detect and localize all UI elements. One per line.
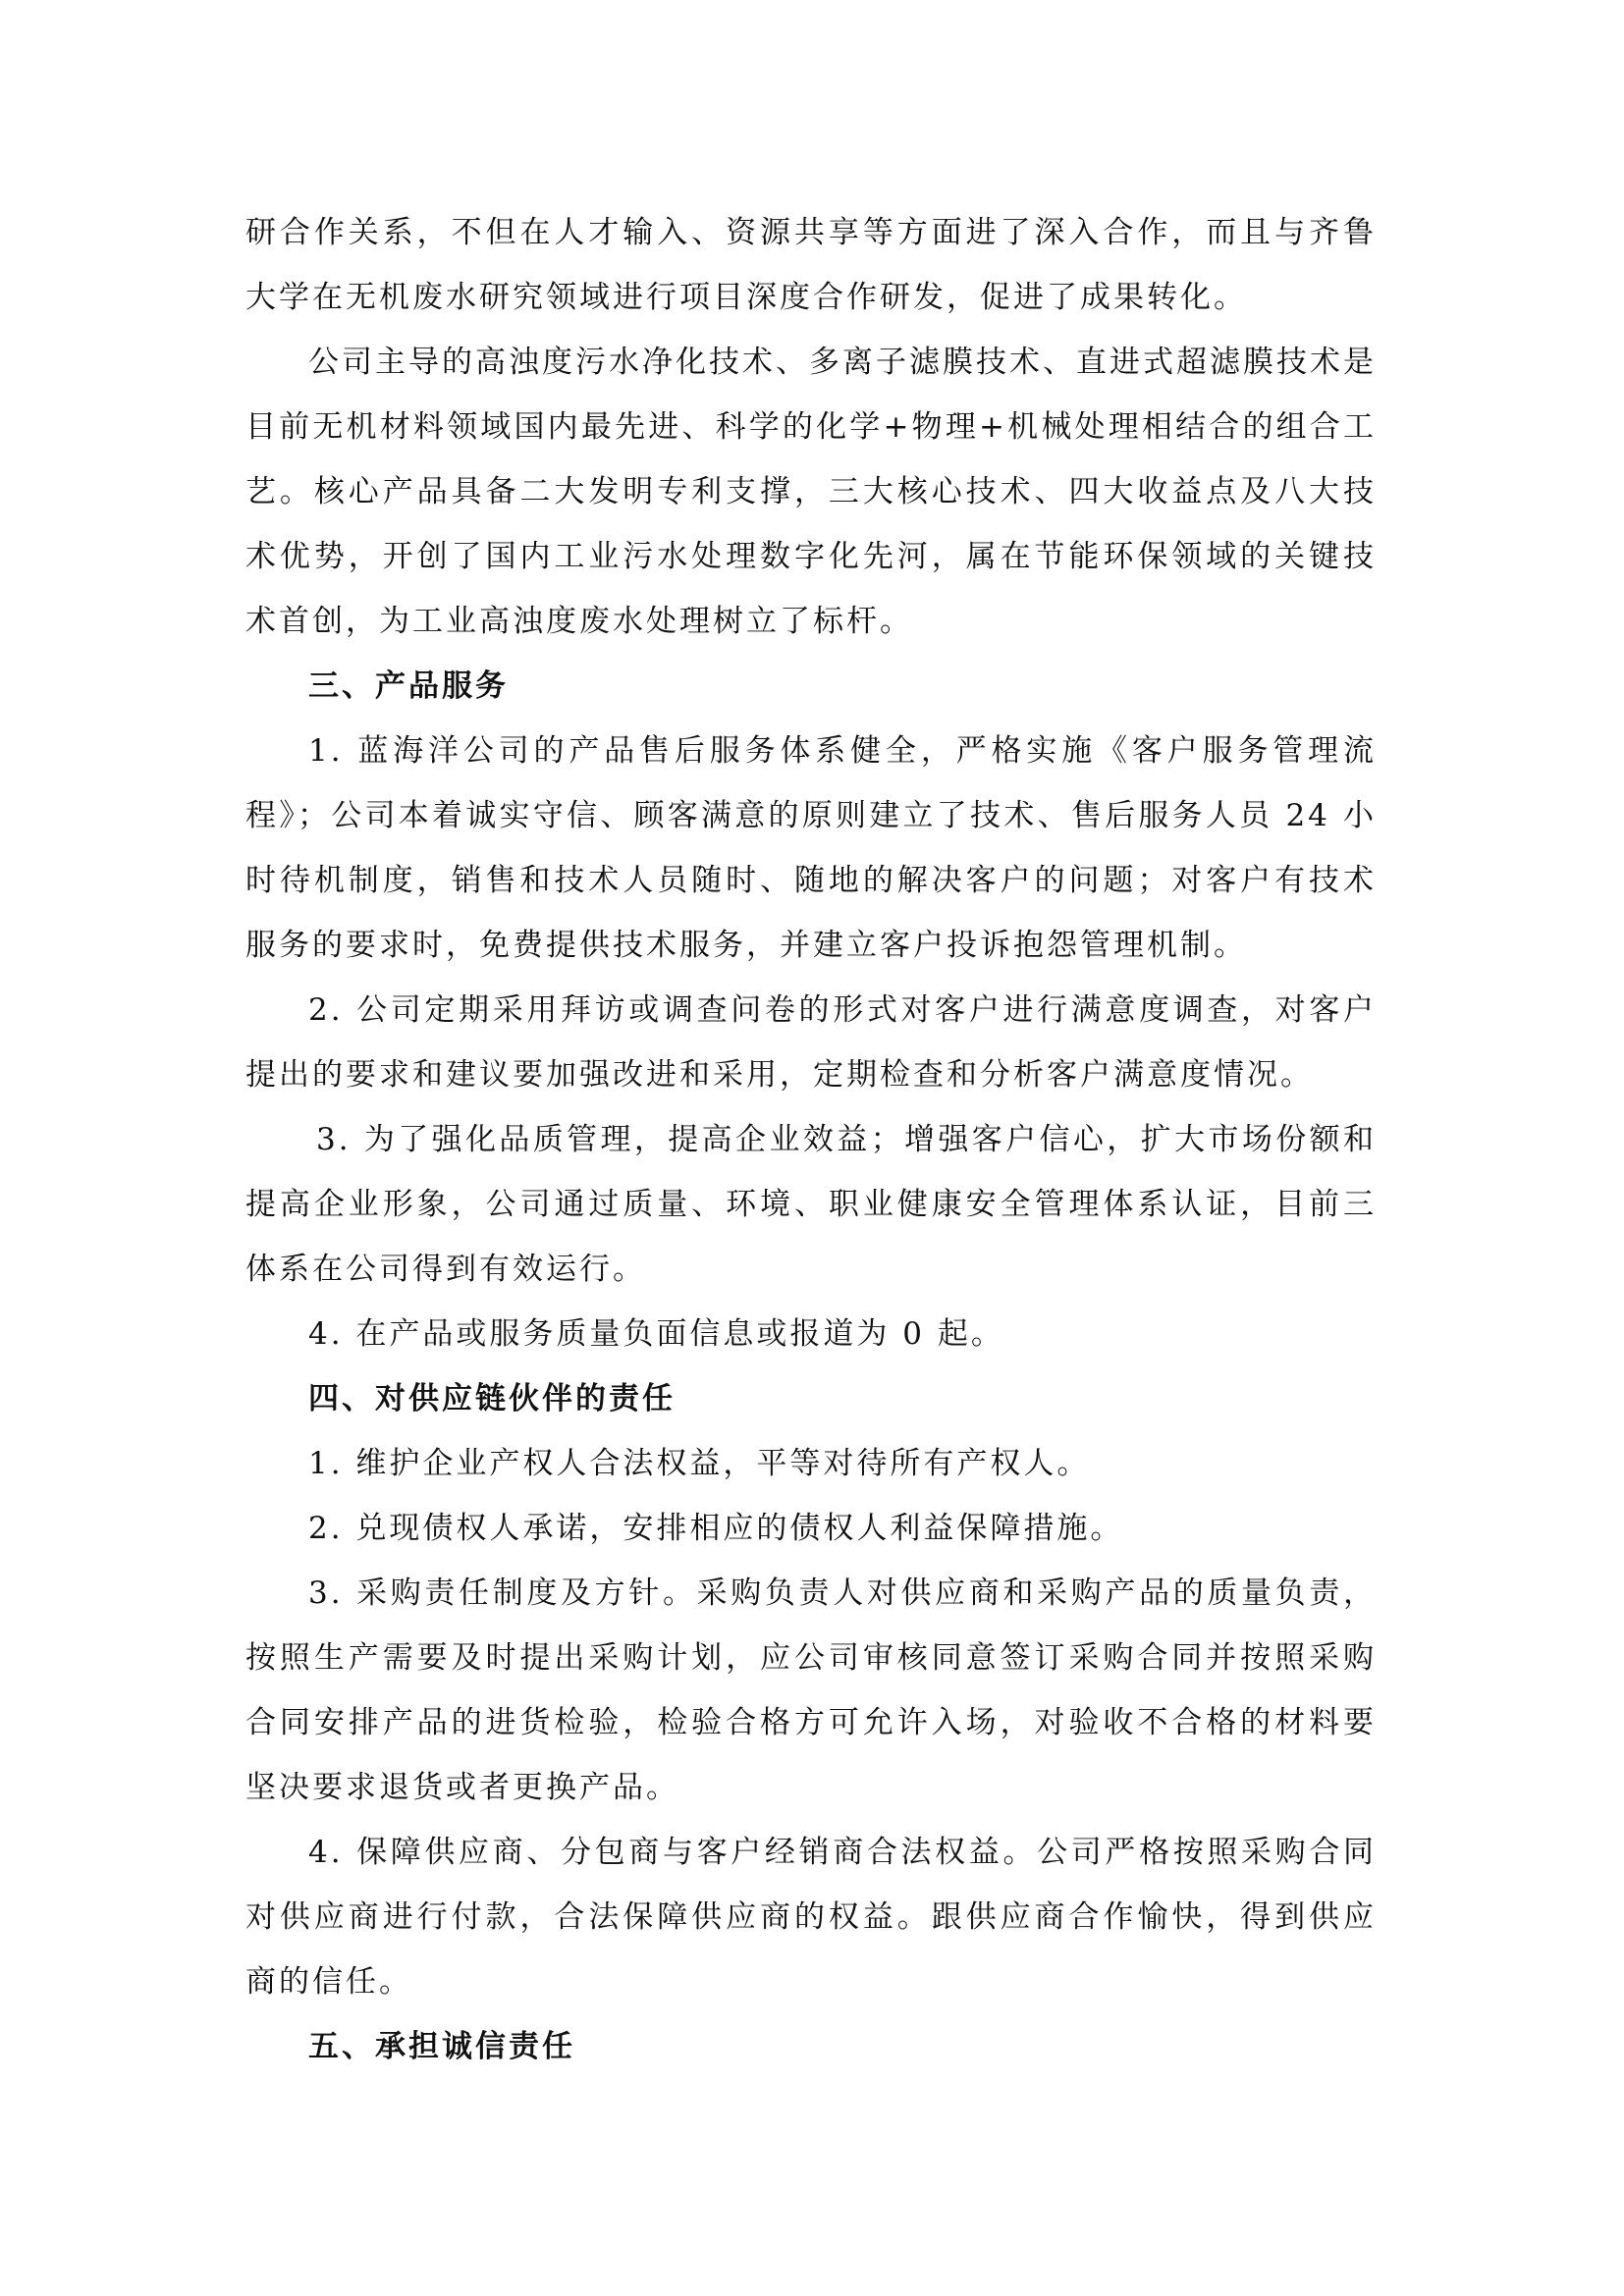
section-heading-product-service: 三、产品服务 xyxy=(308,668,509,704)
paragraph-satisfaction-survey: 2. 公司定期采用拜访或调查问卷的形式对客户进行满意度调查，对客户提出的要求和建议要加强改进和采用，定期检查和分析客户满意度情况。 xyxy=(245,992,1377,1093)
paragraph-supplier-rights: 4. 保障供应商、分包商与客户经销商合法权益。公司严格按照采购合同对供应商进行付款，合法保障供应商的权益。跟供应商合作愉快，得到供应商的信任。 xyxy=(245,1835,1377,2000)
paragraph-negative-reports: 4. 在产品或服务质量负面信息或报道为 0 起。 xyxy=(308,1316,1004,1352)
paragraph-creditor-commitment: 2. 兑现债权人承诺，安排相应的债权人利益保障措施。 xyxy=(308,1511,1124,1546)
document-body xyxy=(245,200,1377,2079)
section-heading-supply-chain: 四、对供应链伙伴的责任 xyxy=(308,1381,676,1416)
section-heading-integrity: 五、承担诚信责任 xyxy=(308,2029,575,2064)
paragraph-quality-management: 3. 为了强化品质管理，提高企业效益；增强客户信心，扩大市场份额和提高企业形象，公司通过质量、环境、职业健康安全管理体系认证，目前三体系在公司得到有效运行。 xyxy=(245,1122,1377,1287)
paragraph-procurement-policy: 3. 采购责任制度及方针。采购负责人对供应商和采购产品的质量负责，按照生产需要及时提出采购计划，应公司审核同意签订采购合同并按照采购合同安排产品的进货检验，检验合格方可允许入场，对验收不合格的材料要坚决要求退货或者更换产品。 xyxy=(245,1575,1377,1805)
paragraph-after-sales-service: 1. 蓝海洋公司的产品售后服务体系健全，严格实施《客户服务管理流程》；公司本着诚实守信、顾客满意的原则建立了技术、售后服务人员 24 小时待机制度，销售和技术人员随时、随地的解决客户的问题；对客户有技术服务的要求时，免费提供技术服务，并建立客户投诉抱怨管理机制。 xyxy=(245,733,1377,963)
paragraph-property-rights: 1. 维护企业产权人合法权益，平等对待所有产权人。 xyxy=(308,1446,1091,1481)
paragraph-continuation: 研合作关系，不但在人才输入、资源共享等方面进了深入合作，而且与齐鲁大学在无机废水研究领域进行项目深度合作研发，促进了成果转化。 xyxy=(245,215,1377,315)
paragraph-core-technology: 公司主导的高浊度污水净化技术、多离子滤膜技术、直进式超滤膜技术是目前无机材料领域国内最先进、科学的化学+物理+机械处理相结合的组合工艺。核心产品具备二大发明专利支撑，三大核心技术、四大收益点及八大技术优势，开创了国内工业污水处理数字化先河，属在节能环保领域的关键技术首创，为工业高浊度废水处理树立了标杆。 xyxy=(245,345,1377,639)
